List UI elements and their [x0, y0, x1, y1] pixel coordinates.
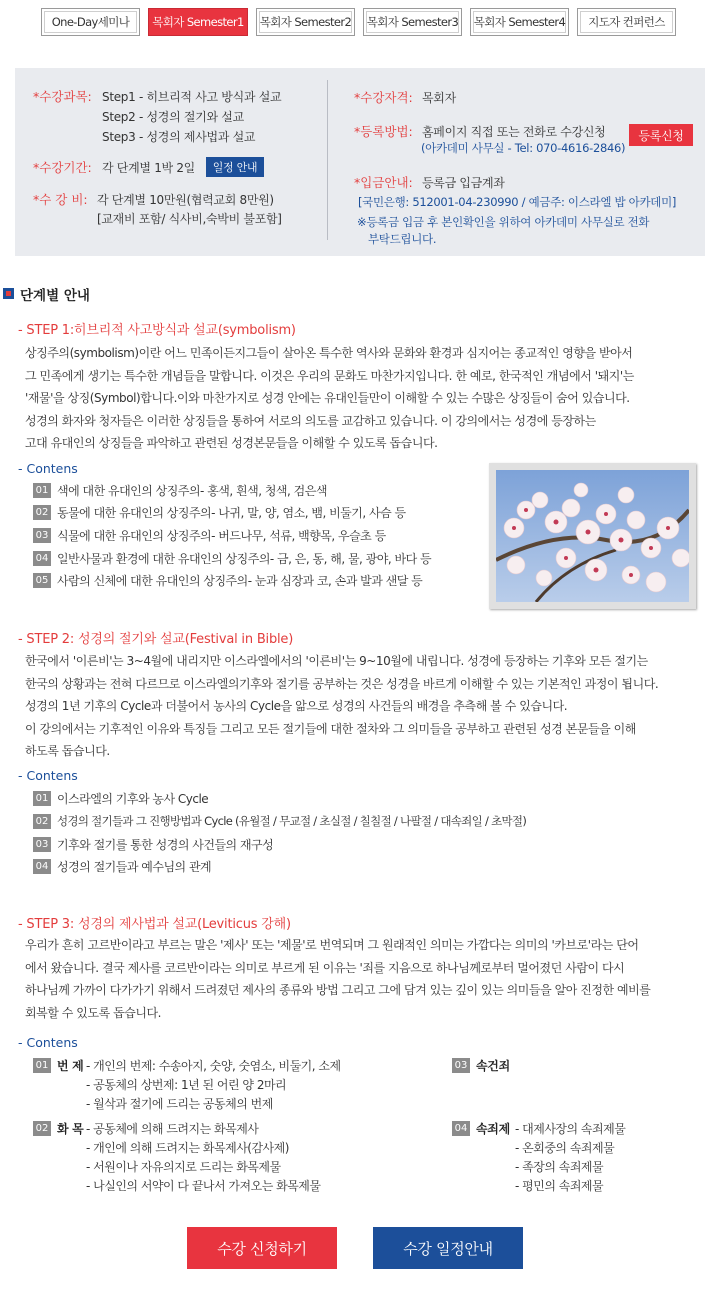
item-title: 속죄제 — [476, 1121, 510, 1136]
item-text: 성경의 절기들과 예수님의 관계 — [57, 859, 212, 874]
course-line-1: Step1 - 히브리적 사고 방식과 설교 — [102, 90, 282, 104]
step3-sub-line: - 족장의 속죄제물 — [515, 1160, 604, 1174]
step3-sub-line: - 나실인의 서약이 다 끝나서 가져오는 화목제물 — [86, 1179, 321, 1193]
tab-semester4[interactable]: 목회자 Semester4 — [470, 8, 569, 36]
step3-item-sin — [452, 1120, 510, 1136]
step2-paragraph — [25, 650, 658, 763]
blossom-photo — [489, 463, 696, 609]
tab-one-day-seminar[interactable]: One-Day세미나 — [41, 8, 140, 36]
fee-line-1: 각 단계별 10만원(협력교회 8만원) — [97, 193, 274, 207]
step1-item — [33, 572, 422, 588]
blossom-image — [496, 470, 689, 602]
payment-note-2: 부탁드립니다. — [368, 232, 437, 246]
step1-item — [33, 482, 327, 498]
item-number: 01 — [33, 483, 51, 498]
tab-semester3[interactable]: 목회자 Semester3 — [363, 8, 462, 36]
item-title: 번 제 — [57, 1058, 84, 1073]
step1-item — [33, 504, 406, 520]
step3-sub-line: - 온회중의 속죄제물 — [515, 1141, 615, 1155]
step3-sub-line: - 공동체의 상번제: 1년 된 어린 양 2마리 — [86, 1078, 287, 1092]
item-number: 01 — [33, 1058, 51, 1073]
step2-line-3: 성경의 1년 기후의 Cycle과 더불어서 농사의 Cycle을 앎으로 성경의 사건들의 배경을 추측해 볼 수 있습니다. — [25, 699, 568, 713]
step3-line-3: 하나님께 가까이 다가가기 위해서 드려졌던 제사의 종류와 방법 그리고 그에 담겨 있는 깊이 있는 의미들을 알아 진정한 예비를 — [25, 983, 651, 997]
step3-item-guilt — [452, 1057, 510, 1073]
step2-line-5: 하도록 돕습니다. — [25, 744, 110, 758]
payment-account: [국민은행: 512001-04-230990 / 예금주: 이스라엘 밥 아카데미] — [358, 195, 677, 209]
step1-paragraph — [25, 342, 634, 455]
step1-line-2: 그 민족에게 생기는 특수한 개념들을 말합니다. 이것은 우리의 문화도 마찬가지입니다. 한 예로, 한국적인 개념에서 '돼지'는 — [25, 368, 634, 383]
step3-item-burnt — [33, 1057, 83, 1073]
course-label: *수강과목: — [33, 89, 92, 104]
period-text: 각 단계별 1박 2일 — [102, 161, 195, 175]
step3-line-4: 회복할 수 있도록 돕습니다. — [25, 1005, 162, 1020]
item-title: 화 목 — [57, 1121, 84, 1136]
step3-item-peace — [33, 1120, 83, 1136]
step3-sub-line: - 서원이나 자유의지로 드리는 화목제물 — [86, 1160, 281, 1174]
item-number: 02 — [33, 505, 51, 520]
item-text: 사람의 신체에 대한 유대인의 상징주의- 눈과 심장과 코, 손과 발과 샌달 등 — [57, 573, 423, 588]
step3-sub-line: - 대제사장의 속죄제물 — [515, 1122, 626, 1136]
step3-title: - STEP 3: 성경의 제사법과 설교(Leviticus 강해) — [18, 917, 291, 932]
item-text: 색에 대한 유대인의 상징주의- 홍색, 흰색, 청색, 검은색 — [57, 483, 327, 498]
item-number: 04 — [33, 859, 51, 874]
section-title: 단계별 안내 — [20, 288, 90, 304]
item-number: 04 — [452, 1121, 470, 1136]
step2-title: - STEP 2: 성경의 절기와 설교(Festival in Bible) — [18, 632, 294, 647]
item-number: 02 — [33, 1121, 51, 1136]
step3-paragraph — [25, 934, 650, 1024]
tab-leader-conference[interactable]: 지도자 컨퍼런스 — [577, 8, 676, 36]
step2-item — [33, 858, 211, 874]
step2-contens-label: - Contens — [18, 768, 78, 783]
step3-contens-label: - Contens — [18, 1035, 78, 1050]
item-number: 01 — [33, 791, 51, 806]
step2-item — [33, 813, 526, 829]
registration-text: 홈페이지 직접 또는 전화로 수강신청 — [422, 125, 606, 139]
step3-line-2: 에서 왔습니다. 결국 제사를 코르반이라는 의미로 부르게 된 이유는 '죄를 지음으로 하나님께로부터 멀어졌던 사람이 다시 — [25, 960, 625, 975]
step1-line-1: 상징주의(symbolism)이란 어느 민족이든지그들이 살아온 특수한 역사와 문화와 환경과 심지어는 종교적인 영향을 받아서 — [25, 346, 633, 360]
step1-item — [33, 550, 431, 566]
course-line-2: Step2 - 성경의 절기와 설교 — [102, 110, 244, 124]
item-number: 03 — [33, 528, 51, 543]
info-divider — [327, 80, 328, 240]
step2-item — [33, 790, 208, 806]
tab-semester2[interactable]: 목회자 Semester2 — [256, 8, 355, 36]
registration-label: *등록방법: — [354, 124, 413, 139]
item-text: 이스라엘의 기후와 농사 Cycle — [57, 791, 209, 806]
item-number: 05 — [33, 573, 51, 588]
item-number: 04 — [33, 551, 51, 566]
item-number: 03 — [452, 1058, 470, 1073]
course-line-3: Step3 - 성경의 제사법과 설교 — [102, 130, 256, 144]
apply-course-button[interactable]: 수강 신청하기 — [187, 1227, 337, 1269]
step1-contens-label: - Contens — [18, 461, 78, 476]
step1-line-5: 고대 유대인의 상징들을 파악하고 관련된 성경본문들을 이해할 수 있도록 돕습니다. — [25, 436, 438, 450]
period-label: *수강기간: — [33, 160, 92, 175]
step2-line-2: 한국의 상황과는 전혀 다르므로 이스라엘의기후와 절기를 공부하는 것은 성경을 바르게 이해할 수 있는 기본적인 과정이 됩니다. — [25, 676, 659, 691]
step2-line-4: 이 강의에서는 기후적인 이유와 특징들 그리고 모든 절기들에 대한 절차와 그 의미들을 공부하고 관련된 성경 본문들을 이해 — [25, 721, 636, 736]
payment-note-1: ※등록금 입금 후 본인확인을 위하여 아카데미 사무실로 전화 — [357, 215, 650, 229]
step3-sub-line: - 공동체에 의해 드려지는 화목제사 — [86, 1122, 259, 1136]
step3-sub-line: - 개인의 번제: 수송아지, 숫양, 숫염소, 비둘기, 소제 — [86, 1059, 341, 1073]
fee-label: *수 강 비: — [33, 192, 88, 207]
qualification-text: 목회자 — [422, 91, 456, 105]
step1-line-3: '재물'을 상징(Symbol)합니다.이와 마찬가지로 성경 안에는 유대인들만이 이해할 수 있는 수많은 상징들이 숨어 있습니다. — [25, 391, 630, 405]
step1-title: - STEP 1:히브리적 사고방식과 설교(symbolism) — [18, 323, 296, 338]
registration-contact: (아카데미 사무실 - Tel: 070-4616-2846) — [421, 141, 626, 155]
qualification-label: *수강자격: — [354, 90, 413, 105]
step2-item — [33, 836, 273, 852]
fee-line-2: [교재비 포함/ 식사비,숙박비 불포함] — [97, 212, 282, 226]
register-button[interactable]: 등록신청 — [629, 124, 693, 146]
item-number: 02 — [33, 814, 51, 829]
item-text: 기후와 절기를 통한 성경의 사건들의 재구성 — [57, 837, 274, 852]
course-schedule-button[interactable]: 수강 일정안내 — [373, 1227, 523, 1269]
section-bullet-icon — [3, 288, 14, 299]
item-text: 일반사물과 환경에 대한 유대인의 상징주의- 금, 은, 동, 해, 물, 광야, 바다 등 — [57, 551, 432, 566]
step3-sub-line: - 평민의 속죄제물 — [515, 1179, 604, 1193]
step3-sub-line: - 개인에 의해 드려지는 화목제사(감사제) — [86, 1141, 289, 1155]
item-text: 성경의 절기들과 그 진행방법과 Cycle (유월절 / 무교절 / 초실절 / 칠칠절 / 나팔절 / 대속죄일 / 초막절) — [57, 814, 527, 828]
schedule-info-badge[interactable]: 일정 안내 — [206, 157, 264, 177]
payment-text: 등록금 입금계좌 — [422, 176, 505, 190]
step3-line-1: 우리가 흔히 고르반이라고 부르는 말은 '제사' 또는 '제물'로 번역되며 그 원래적인 의미는 가깝다는 의미의 '카브로'라는 단어 — [25, 938, 639, 952]
step3-sub-line: - 월삭과 절기에 드리는 공동체의 번제 — [86, 1097, 273, 1111]
step1-item — [33, 527, 386, 543]
payment-label: *입금안내: — [354, 175, 413, 190]
item-number: 03 — [33, 837, 51, 852]
item-text: 동물에 대한 유대인의 상징주의- 나귀, 말, 양, 염소, 뱀, 비둘기, 사슴 등 — [57, 505, 406, 520]
item-title: 속건죄 — [476, 1058, 510, 1073]
step2-line-1: 한국에서 '이른비'는 3~4월에 내리지만 이스라엘에서의 '이른비'는 9~10월에 내립니다. 성경에 등장하는 기후와 모든 절기는 — [25, 654, 648, 668]
tab-semester1[interactable]: 목회자 Semester1 — [148, 8, 248, 36]
item-text: 식물에 대한 유대인의 상징주의- 버드나무, 석류, 백향목, 우슬초 등 — [57, 528, 386, 543]
step1-line-4: 성경의 화자와 청자들은 이러한 상징들을 통하여 서로의 의도를 교감하고 있습니다. 이 강의에서는 성경에 등장하는 — [25, 413, 596, 428]
